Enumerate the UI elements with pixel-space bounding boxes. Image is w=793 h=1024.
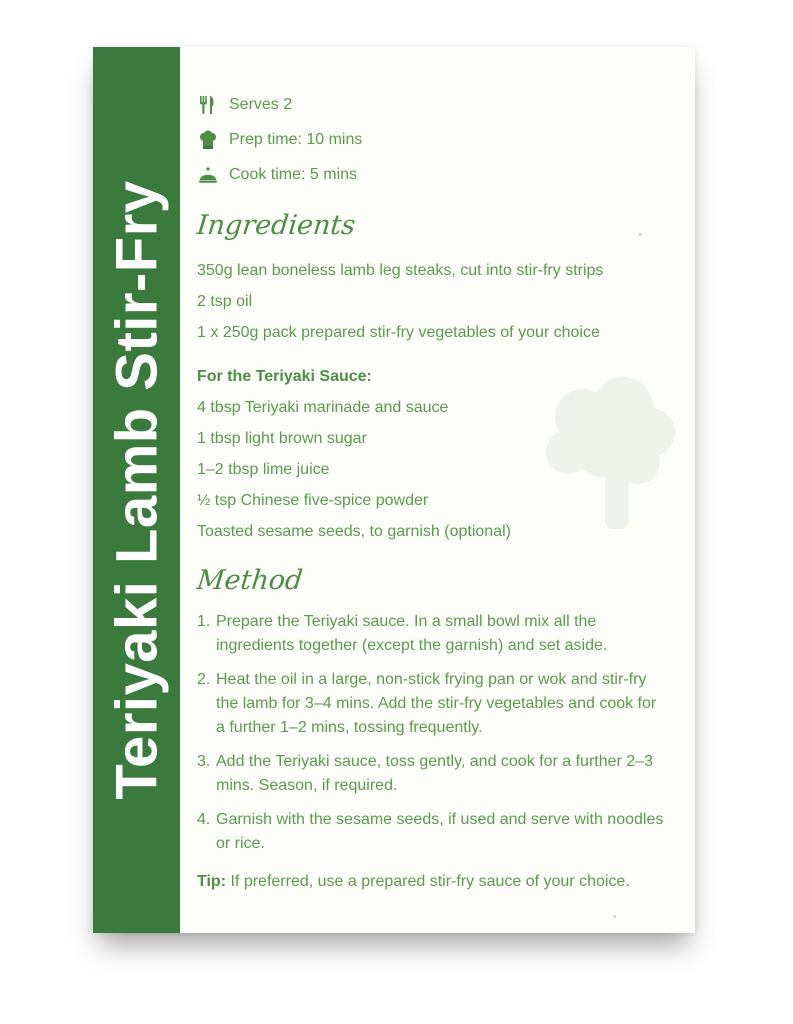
fork-knife-icon	[197, 94, 219, 116]
sauce-ingredient-item: 4 tbsp Teriyaki marinade and sauce	[197, 399, 449, 416]
cook-time-label: Cook time: 5 mins	[229, 165, 358, 183]
chef-hat-icon	[197, 129, 219, 151]
method-heading: Method	[195, 565, 305, 596]
title-spine	[93, 47, 180, 933]
serves-label: Serves 2	[229, 95, 293, 113]
step-number: 4.	[197, 811, 211, 828]
method-step	[197, 808, 679, 856]
tip	[197, 870, 679, 894]
sauce-heading: For the Teriyaki Sauce:	[197, 368, 372, 385]
recipe-content	[197, 87, 679, 894]
ingredient-item: 350g lean boneless lamb leg steaks, cut into stir-fry strips	[197, 262, 604, 279]
step-text: Prepare the Teriyaki sauce. In a small bowl mix all the ingredients together (except the garnish) and set aside.	[216, 613, 608, 654]
ingredient-item: 1 x 250g pack prepared stir-fry vegetables of your choice	[197, 324, 600, 341]
step-number: 1.	[197, 613, 211, 630]
ingredients-heading: Ingredients	[195, 210, 357, 241]
cloche-icon	[197, 164, 219, 186]
ingredient-item: 2 tsp oil	[197, 293, 253, 310]
step-number: 3.	[197, 753, 211, 770]
serves-row	[197, 87, 679, 122]
sauce-ingredient-item: ½ tsp Chinese five-spice powder	[197, 492, 429, 509]
tip-label: Tip:	[197, 873, 227, 890]
sauce-ingredient-item: Toasted sesame seeds, to garnish (optional)	[197, 523, 511, 540]
method-step	[197, 668, 679, 740]
step-number: 2.	[197, 671, 211, 688]
ingredients-list	[197, 255, 679, 348]
recipe-card	[93, 47, 695, 933]
method-list	[197, 610, 679, 856]
method-step	[197, 750, 679, 798]
speck	[613, 915, 616, 918]
prep-time-row	[197, 122, 679, 157]
method-step	[197, 610, 679, 658]
cook-time-row	[197, 157, 679, 192]
step-text: Add the Teriyaki sauce, toss gently, and cook for a further 2–3 mins. Season, if required.	[216, 753, 653, 794]
step-text: Garnish with the sesame seeds, if used and serve with noodles or rice.	[216, 811, 664, 852]
recipe-title: Teriyaki Lamb Stir-Fry	[104, 180, 169, 800]
sauce-ingredient-item: 1 tbsp light brown sugar	[197, 430, 367, 447]
sauce-ingredients-list	[197, 392, 679, 547]
sauce-ingredient-item: 1–2 tbsp lime juice	[197, 461, 330, 478]
tip-text: If preferred, use a prepared stir-fry sauce of your choice.	[226, 873, 630, 890]
step-text: Heat the oil in a large, non-stick frying pan or wok and stir-fry the lamb for 3–4 mins. Add the stir-fry vegetables and cook for a further 1–2 mins, tossing frequently.	[216, 671, 657, 736]
prep-time-label: Prep time: 10 mins	[229, 130, 363, 148]
